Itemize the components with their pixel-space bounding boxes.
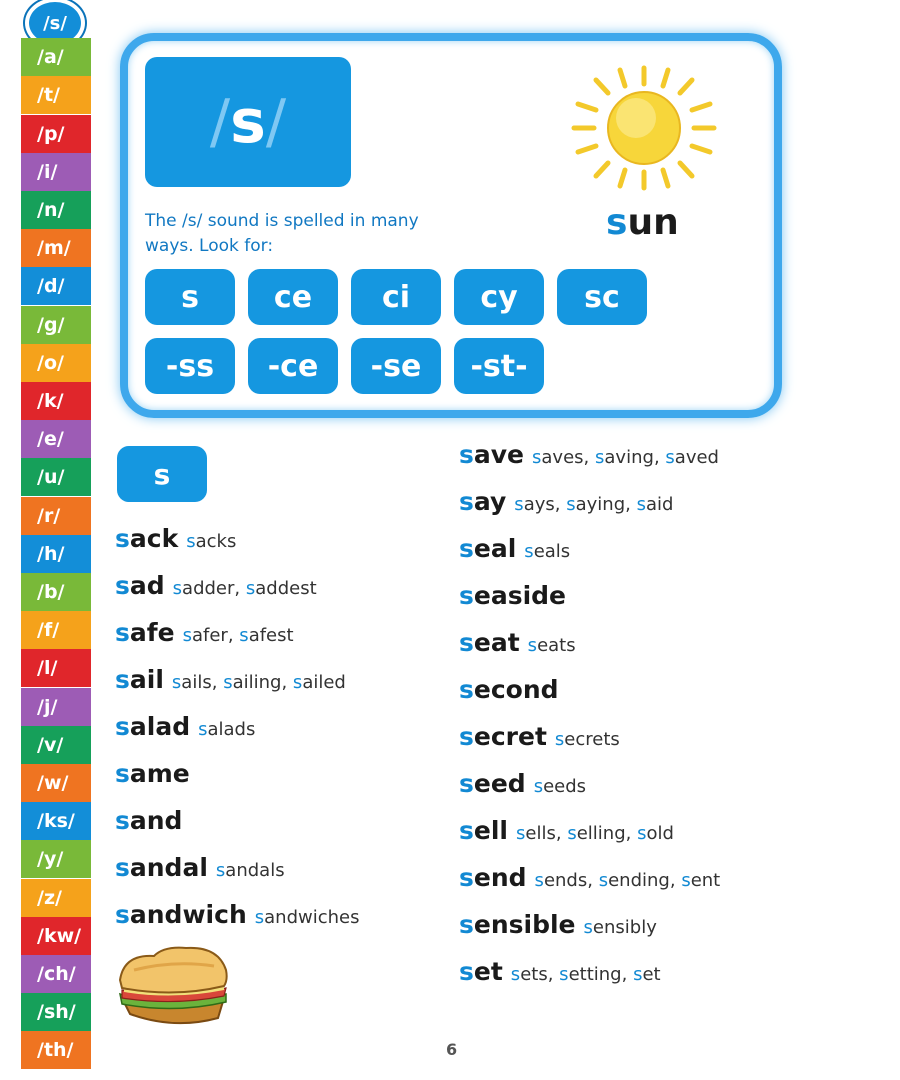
tab-u[interactable]: /u/ <box>21 458 91 496</box>
spelling-s: s <box>145 269 235 325</box>
headword: save <box>459 440 525 469</box>
word-entry-send <box>459 863 720 892</box>
tab-a[interactable]: /a/ <box>21 38 91 76</box>
spelling-sc: sc <box>557 269 647 325</box>
word-forms: sadder, saddest <box>172 578 317 599</box>
slash-right: / <box>265 87 287 157</box>
headword: say <box>459 487 507 516</box>
sound-letter: s <box>230 87 266 157</box>
word-entry-sandwich <box>115 900 359 929</box>
headword: same <box>115 759 190 788</box>
tab-g[interactable]: /g/ <box>21 306 91 344</box>
word-entry-second <box>459 675 559 704</box>
headword: seal <box>459 534 517 563</box>
tab-e[interactable]: /e/ <box>21 420 91 458</box>
word-forms: seeds <box>533 776 587 797</box>
word-forms: sandwiches <box>254 907 360 928</box>
word-entry-sand <box>115 806 182 835</box>
tab-o[interactable]: /o/ <box>21 344 91 382</box>
word-forms: saves, saving, saved <box>532 447 719 468</box>
tab-k[interactable]: /k/ <box>21 382 91 420</box>
tab-n[interactable]: /n/ <box>21 191 91 229</box>
headword: salad <box>115 712 191 741</box>
sound-title-card <box>145 57 351 187</box>
word-forms: sends, sending, sent <box>534 870 721 891</box>
word-entry-seaside <box>459 581 566 610</box>
word-entry-seat <box>459 628 576 657</box>
tab-kw[interactable]: /kw/ <box>21 917 91 955</box>
word-entry-sell <box>459 816 674 845</box>
tab-d[interactable]: /d/ <box>21 267 91 305</box>
word-forms: seals <box>524 541 571 562</box>
word-entry-safe <box>115 618 294 647</box>
word-forms: seats <box>527 635 576 656</box>
headword: secret <box>459 722 547 751</box>
word-forms: sails, sailing, sailed <box>171 672 346 693</box>
sound-index-tabs <box>21 0 91 1080</box>
tab-f[interactable]: /f/ <box>21 611 91 649</box>
sun-illustration <box>566 58 722 198</box>
headword: seaside <box>459 581 567 610</box>
headword: second <box>459 675 559 704</box>
tab-w[interactable]: /w/ <box>21 764 91 802</box>
spelling-ce: ce <box>248 269 338 325</box>
word-forms: salads <box>198 719 256 740</box>
headword: sandwich <box>115 900 247 929</box>
word-entry-salad <box>115 712 255 741</box>
headword: sand <box>115 806 183 835</box>
section-heading: s <box>117 446 207 502</box>
tab-m[interactable]: /m/ <box>21 229 91 267</box>
tab-ch[interactable]: /ch/ <box>21 955 91 993</box>
spelling-ci: ci <box>351 269 441 325</box>
example-word-rest: un <box>627 202 679 243</box>
headword: sad <box>115 571 165 600</box>
tab-p[interactable]: /p/ <box>21 115 91 153</box>
tab-s-active[interactable]: /s/ <box>25 0 85 48</box>
tab-j[interactable]: /j/ <box>21 688 91 726</box>
headword: sensible <box>459 910 576 939</box>
sandwich-illustration <box>114 940 234 1032</box>
word-forms: sets, setting, set <box>510 964 661 985</box>
headword: send <box>459 863 527 892</box>
word-forms: says, saying, said <box>514 494 674 515</box>
headword: seat <box>459 628 520 657</box>
word-entry-secret <box>459 722 620 751</box>
word-forms: sacks <box>186 531 237 552</box>
slash-left: / <box>209 87 231 157</box>
headword: sack <box>115 524 179 553</box>
headword: sail <box>115 665 164 694</box>
word-entry-seal <box>459 534 570 563</box>
tab-h[interactable]: /h/ <box>21 535 91 573</box>
word-entry-say <box>459 487 673 516</box>
word-entry-seed <box>459 769 586 798</box>
word-entry-same <box>115 759 190 788</box>
word-forms: sells, selling, sold <box>516 823 674 844</box>
page-number: 6 <box>446 1040 458 1059</box>
tab-r[interactable]: /r/ <box>21 497 91 535</box>
tab-v[interactable]: /v/ <box>21 726 91 764</box>
spelling-ce-final: -ce <box>248 338 338 394</box>
word-forms: sandals <box>215 860 285 881</box>
word-entry-save <box>459 440 719 469</box>
tab-ks[interactable]: /ks/ <box>21 802 91 840</box>
headword: safe <box>115 618 175 647</box>
tab-th[interactable]: /th/ <box>21 1031 91 1069</box>
tab-b[interactable]: /b/ <box>21 573 91 611</box>
word-forms: sensibly <box>583 917 657 938</box>
word-forms: secrets <box>554 729 620 750</box>
tab-sh[interactable]: /sh/ <box>21 993 91 1031</box>
tab-l[interactable]: /l/ <box>21 649 91 687</box>
tab-y[interactable]: /y/ <box>21 840 91 878</box>
example-word-initial: s <box>606 202 628 243</box>
headword: seed <box>459 769 526 798</box>
headword: sandal <box>115 853 208 882</box>
headword: set <box>459 957 503 986</box>
spelling-st: -st- <box>454 338 544 394</box>
spelling-cy: cy <box>454 269 544 325</box>
word-entry-sandal <box>115 853 285 882</box>
word-forms: safer, safest <box>182 625 294 646</box>
example-word <box>606 202 679 243</box>
word-entry-sensible <box>459 910 657 939</box>
word-entry-sail <box>115 665 346 694</box>
word-entry-sack <box>115 524 236 553</box>
word-entry-sad <box>115 571 317 600</box>
tab-z[interactable]: /z/ <box>21 879 91 917</box>
tab-i[interactable]: /i/ <box>21 153 91 191</box>
word-entry-set <box>459 957 661 986</box>
tab-t[interactable]: /t/ <box>21 76 91 114</box>
spelling-se: -se <box>351 338 441 394</box>
headword: sell <box>459 816 508 845</box>
spelling-ss: -ss <box>145 338 235 394</box>
intro-text: The /s/ sound is spelled in many ways. Look for: <box>145 211 419 256</box>
